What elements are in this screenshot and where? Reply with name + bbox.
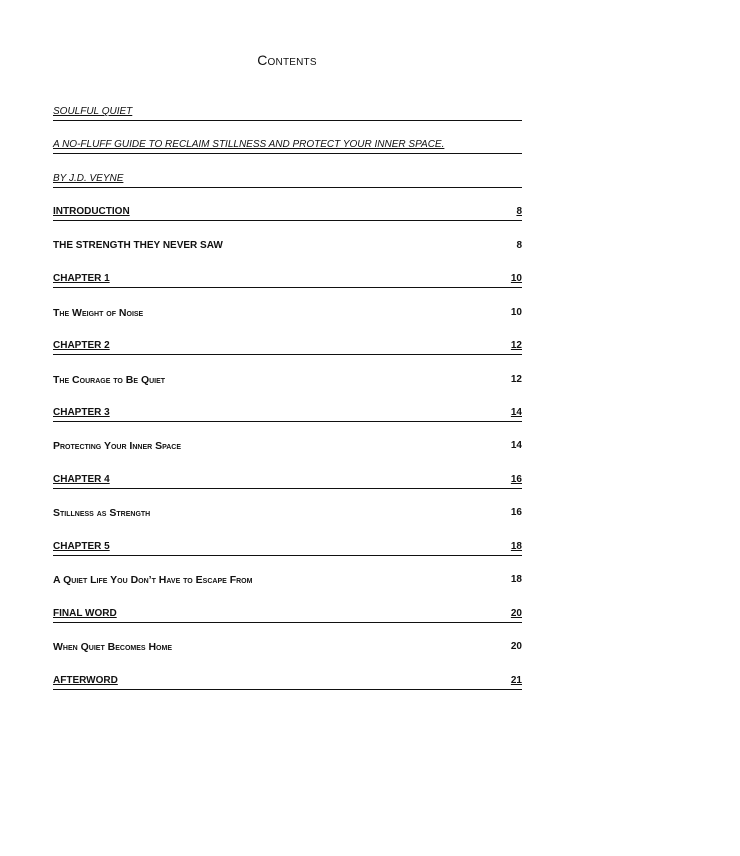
toc-entry-author[interactable] — [53, 173, 522, 188]
toc-entry-chapter-1-title[interactable] — [53, 307, 522, 321]
toc-entry-label: THE STRENGTH THEY NEVER SAW — [53, 240, 223, 251]
toc-entry-label: CHAPTER 5 — [53, 541, 110, 552]
toc-entry-label: FINAL WORD — [53, 608, 117, 619]
toc-entry-page-number: 14 — [510, 407, 522, 418]
toc-heading: Contents — [257, 52, 317, 68]
toc-entry-chapter-3-title[interactable] — [53, 440, 522, 454]
toc-entry-page-number: 16 — [510, 507, 522, 518]
toc-entry-page-number: 8 — [516, 240, 522, 251]
toc-entry-label: Stillness as Strength — [53, 507, 151, 519]
toc-entry-page-number: 12 — [510, 340, 522, 351]
toc-entry-chapter-5[interactable] — [53, 541, 522, 556]
toc-entry-page-number: 21 — [510, 675, 522, 686]
toc-entry-intro-section[interactable] — [53, 240, 522, 254]
toc-entry-page-number: 16 — [510, 474, 522, 485]
toc-entry-chapter-4-title[interactable] — [53, 507, 522, 521]
toc-entry-label: Protecting Your Inner Space — [53, 440, 182, 452]
toc-entry-label: CHAPTER 2 — [53, 340, 110, 351]
toc-entry-label: SOULFUL QUIET — [53, 106, 133, 117]
toc-entry-chapter-5-title[interactable] — [53, 574, 522, 588]
toc-entry-chapter-1[interactable] — [53, 273, 522, 288]
toc-entry-page-number: 20 — [510, 641, 522, 652]
toc-entry-page-number: 10 — [510, 307, 522, 318]
toc-entry-page-number: 8 — [516, 206, 522, 217]
toc-entry-afterword[interactable] — [53, 675, 522, 690]
toc-entry-chapter-2-title[interactable] — [53, 374, 522, 388]
toc-entry-label: The Courage to Be Quiet — [53, 374, 166, 386]
toc-entry-subtitle[interactable] — [53, 139, 522, 154]
toc-entry-page-number: 14 — [510, 440, 522, 451]
toc-entry-page-number: 10 — [510, 273, 522, 284]
toc-entry-label: When Quiet Becomes Home — [53, 641, 173, 653]
toc-entry-label: CHAPTER 3 — [53, 407, 110, 418]
toc-entry-final-word-title[interactable] — [53, 641, 522, 655]
toc-entry-label: INTRODUCTION — [53, 206, 130, 217]
toc-entry-page-number: 20 — [510, 608, 522, 619]
toc-entry-title[interactable] — [53, 106, 522, 121]
toc-entry-label: The Weight of Noise — [53, 307, 144, 319]
toc-entry-label: A NO-FLUFF GUIDE TO RECLAIM STILLNESS AND PROTECT YOUR INNER SPACE. — [53, 139, 445, 150]
toc-entry-chapter-4[interactable] — [53, 474, 522, 489]
toc-entry-chapter-3[interactable] — [53, 407, 522, 422]
toc-entry-label: BY J.D. VEYNE — [53, 173, 124, 184]
toc-entry-page-number: 18 — [510, 574, 522, 585]
toc-entry-chapter-2[interactable] — [53, 340, 522, 355]
toc-entry-introduction[interactable] — [53, 206, 522, 221]
toc-entry-label: CHAPTER 4 — [53, 474, 110, 485]
toc-entry-page-number: 18 — [510, 541, 522, 552]
toc-entry-final-word[interactable] — [53, 608, 522, 623]
toc-entry-label: A Quiet Life You Don’t Have to Escape From — [53, 574, 253, 586]
toc-entry-page-number: 12 — [510, 374, 522, 385]
toc-entry-label: CHAPTER 1 — [53, 273, 110, 284]
toc-entry-label: AFTERWORD — [53, 675, 118, 686]
